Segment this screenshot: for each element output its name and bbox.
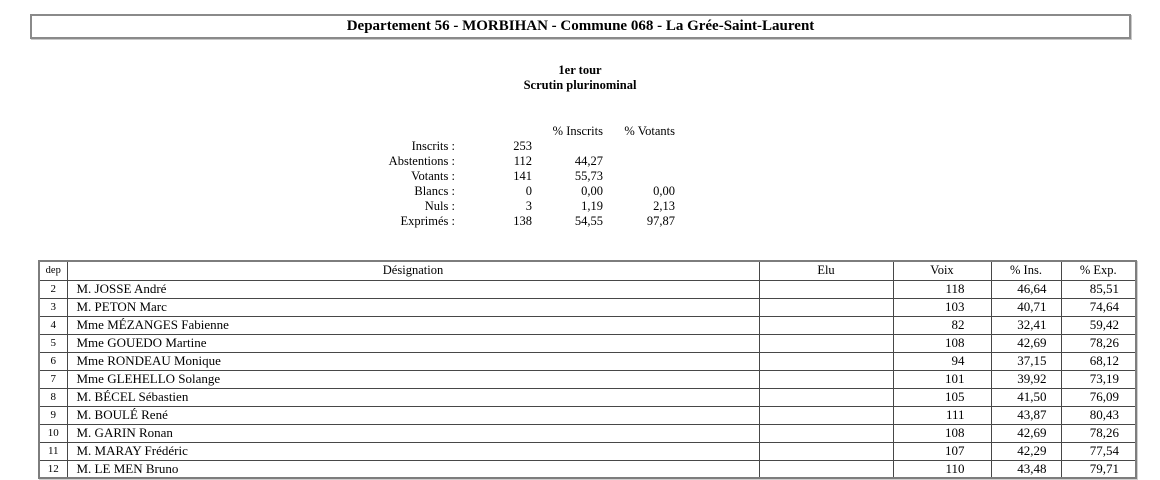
candidate-name-cell: M. JOSSE André [67,280,759,298]
candidate-name-cell: Mme MÉZANGES Fabienne [67,316,759,334]
voix-cell: 108 [893,334,991,352]
dep-cell: 11 [39,442,67,460]
elu-cell [759,370,893,388]
table-row [39,406,1136,424]
summary-row-exprimes [0,214,675,229]
dep-cell: 7 [39,370,67,388]
summary-row-inscrits [0,139,675,154]
pct-ins-cell: 32,41 [991,316,1061,334]
elu-cell [759,406,893,424]
column-header-voix: Voix [893,261,991,280]
candidate-name-cell: M. BÉCEL Sébastien [67,388,759,406]
voix-cell: 82 [893,316,991,334]
voix-cell: 111 [893,406,991,424]
summary-label: Abstentions : [388,154,455,168]
column-header-dep: dep [39,261,67,280]
candidate-name-cell: Mme GOUEDO Martine [67,334,759,352]
table-row [39,370,1136,388]
pct-ins-cell: 43,87 [991,406,1061,424]
voix-cell: 101 [893,370,991,388]
column-header-pct-exp: % Exp. [1061,261,1136,280]
elu-cell [759,352,893,370]
pct-ins-cell: 42,29 [991,442,1061,460]
pct-inscrits-header: % Inscrits [552,124,603,138]
elu-cell [759,424,893,442]
table-row [39,424,1136,442]
summary-row-votants [0,169,675,184]
dep-cell: 2 [39,280,67,298]
summary-value: 138 [513,214,532,228]
elu-cell [759,316,893,334]
pct-exp-cell: 76,09 [1061,388,1136,406]
voix-cell: 107 [893,442,991,460]
summary-pct-votants: 0,00 [653,184,675,198]
elu-cell [759,298,893,316]
ballot-type-label: Scrutin plurinominal [523,77,637,92]
summary-label: Nuls : [424,199,455,213]
pct-exp-cell: 59,42 [1061,316,1136,334]
voix-cell: 118 [893,280,991,298]
table-row [39,460,1136,478]
summary-label: Votants : [411,169,455,183]
summary-pct-inscrits: 1,19 [581,199,603,213]
summary-label: Exprimés : [400,214,455,228]
dep-cell: 10 [39,424,67,442]
pct-ins-cell: 46,64 [991,280,1061,298]
results-table [38,260,1137,479]
pct-ins-cell: 41,50 [991,388,1061,406]
summary-value: 112 [513,154,532,168]
round-label: 1er tour [558,63,602,77]
candidate-name-cell: M. BOULÉ René [67,406,759,424]
summary-pct-votants: 97,87 [646,214,675,228]
summary-pct-inscrits: 55,73 [574,169,603,183]
voix-cell: 103 [893,298,991,316]
pct-votants-header: % Votants [624,124,675,138]
candidate-name-cell: M. LE MEN Bruno [67,460,759,478]
page-title: Departement 56 - MORBIHAN - Commune 068 - La Grée-Saint-Laurent [346,18,815,34]
dep-cell: 5 [39,334,67,352]
summary-pct-votants [603,169,675,184]
pct-exp-cell: 68,12 [1061,352,1136,370]
summary-label: Inscrits : [411,139,455,153]
pct-ins-cell: 42,69 [991,424,1061,442]
summary-pct-votants: 2,13 [653,199,675,213]
summary-row-blancs [0,184,675,199]
pct-exp-cell: 80,43 [1061,406,1136,424]
elu-cell [759,388,893,406]
column-header-designation: Désignation [67,261,759,280]
pct-exp-cell: 79,71 [1061,460,1136,478]
table-row [39,352,1136,370]
pct-exp-cell: 73,19 [1061,370,1136,388]
pct-exp-cell: 78,26 [1061,334,1136,352]
summary-header-spacer [455,124,532,139]
summary-header-row [0,124,675,139]
pct-exp-cell: 85,51 [1061,280,1136,298]
dep-cell: 4 [39,316,67,334]
candidate-name-cell: Mme RONDEAU Monique [67,352,759,370]
candidate-name-cell: M. PETON Marc [67,298,759,316]
candidate-name-cell: Mme GLEHELLO Solange [67,370,759,388]
candidate-results-section [38,260,1137,479]
summary-pct-inscrits: 44,27 [574,154,603,168]
summary-pct-inscrits [532,139,603,154]
dep-cell: 3 [39,298,67,316]
table-row [39,442,1136,460]
ballot-subtitle [0,63,1160,92]
summary-value: 141 [513,169,532,183]
pct-ins-cell: 37,15 [991,352,1061,370]
elu-cell [759,460,893,478]
dep-cell: 9 [39,406,67,424]
pct-ins-cell: 43,48 [991,460,1061,478]
summary-header-spacer [0,124,455,139]
summary-value: 0 [525,184,532,198]
voix-cell: 105 [893,388,991,406]
table-row [39,298,1136,316]
pct-ins-cell: 40,71 [991,298,1061,316]
pct-exp-cell: 77,54 [1061,442,1136,460]
table-header-row [39,261,1136,280]
participation-summary [0,124,675,229]
summary-pct-votants [603,154,675,169]
column-header-elu: Elu [759,261,893,280]
document-title-box [30,14,1131,39]
pct-exp-cell: 74,64 [1061,298,1136,316]
summary-row-nuls [0,199,675,214]
elu-cell [759,280,893,298]
voix-cell: 94 [893,352,991,370]
voix-cell: 108 [893,424,991,442]
dep-cell: 12 [39,460,67,478]
summary-pct-inscrits: 54,55 [574,214,603,228]
candidate-name-cell: M. GARIN Ronan [67,424,759,442]
table-row [39,280,1136,298]
elu-cell [759,334,893,352]
summary-pct-inscrits: 0,00 [581,184,603,198]
pct-ins-cell: 42,69 [991,334,1061,352]
summary-value: 3 [525,199,532,213]
voix-cell: 110 [893,460,991,478]
pct-exp-cell: 78,26 [1061,424,1136,442]
summary-pct-votants [603,139,675,154]
candidate-name-cell: M. MARAY Frédéric [67,442,759,460]
summary-value: 253 [513,139,532,153]
elu-cell [759,442,893,460]
summary-row-abstentions [0,154,675,169]
dep-cell: 6 [39,352,67,370]
summary-label: Blancs : [414,184,455,198]
table-row [39,316,1136,334]
pct-ins-cell: 39,92 [991,370,1061,388]
table-row [39,334,1136,352]
table-row [39,388,1136,406]
dep-cell: 8 [39,388,67,406]
column-header-pct-ins: % Ins. [991,261,1061,280]
